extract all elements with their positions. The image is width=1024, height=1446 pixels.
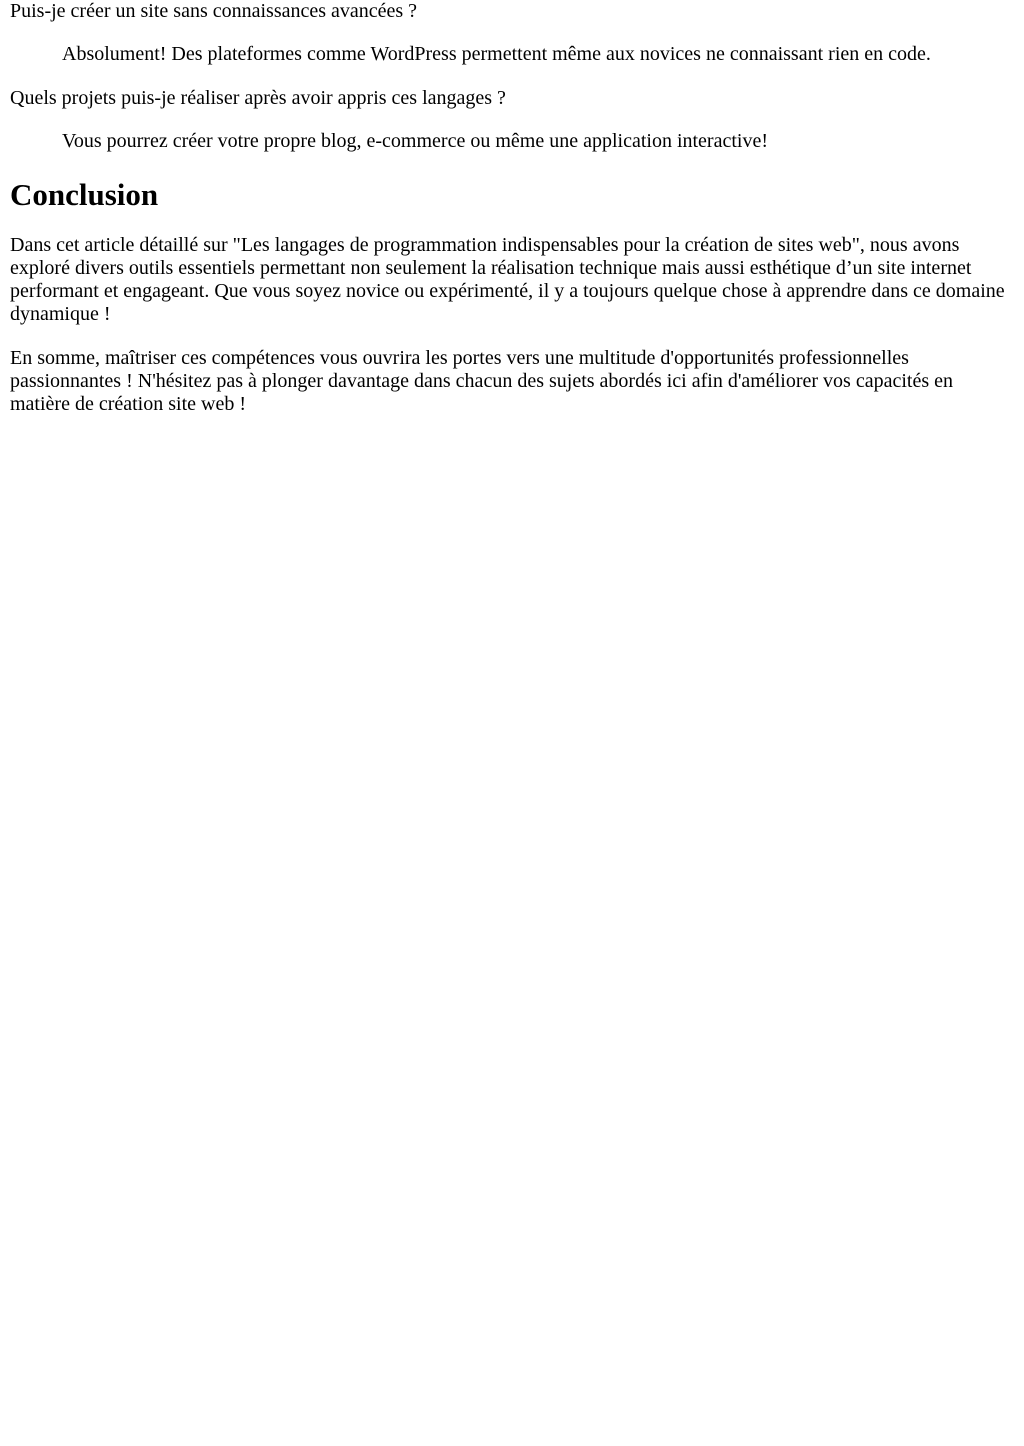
- article-body: [0, 0, 1024, 416]
- faq-question: Puis-je créer un site sans connaissances avancées ?: [10, 0, 418, 22]
- faq-list: [10, 0, 1014, 153]
- conclusion-paragraph: En somme, maîtriser ces compétences vous ouvrira les portes vers une multitude d'opportunités professionnelles passionnantes ! N'hésitez pas à plonger davantage dans chacun des sujets abordés ici afin d'améliorer vos capacités en matière de création site web !: [10, 347, 953, 415]
- conclusion-paragraph: Dans cet article détaillé sur "Les langages de programmation indispensables pour la création de sites web", nous avons exploré divers outils essentiels permettant non seulement la réalisation technique mais aussi esthétique d’un site internet performant et engageant. Que vous soyez novice ou expérimenté, il y a toujours quelque chose à apprendre dans ce domaine dynamique !: [10, 234, 1005, 325]
- faq-answer: Absolument! Des plateformes comme WordPress permettent même aux novices ne connaissant rien en code.: [62, 43, 931, 65]
- conclusion-heading: Conclusion: [10, 177, 159, 212]
- faq-answer: Vous pourrez créer votre propre blog, e-commerce ou même une application interactive!: [62, 130, 768, 152]
- faq-question: Quels projets puis-je réaliser après avoir appris ces langages ?: [10, 87, 506, 109]
